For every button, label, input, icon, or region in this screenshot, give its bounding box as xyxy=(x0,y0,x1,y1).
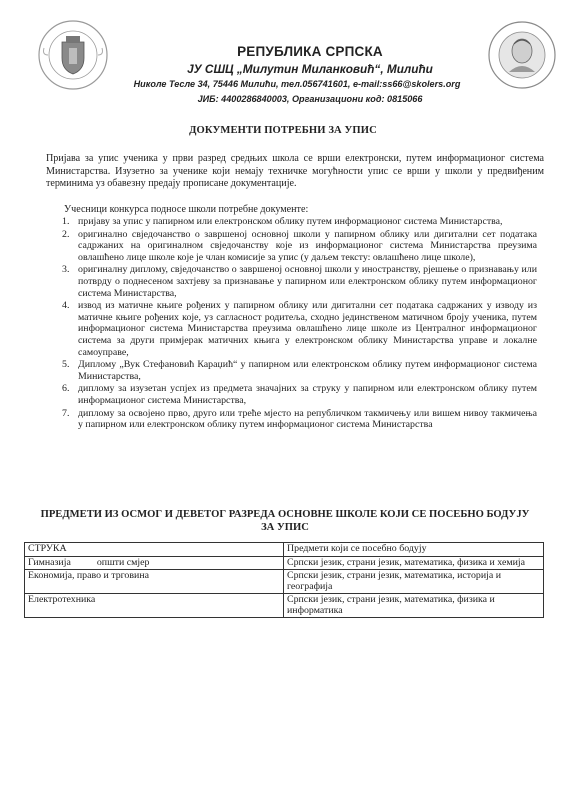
list-item: 4. извод из матичне књиге рођених у папирном облику или дигитални сет података садржаних у изводу из матичне књиге рођених које, уз сагласност родитеља, сходно јединственом матичном броју ученика, путем информационог система Министарства преузима овлашћено лице школе из Централног информационог система за други примјерак матичних књига у електронском облику Министарства управе и локалне самоуправе, xyxy=(62,300,537,358)
documents-lead: Учесници конкурса подносе школи потребне документе: xyxy=(64,204,309,215)
table-header-row xyxy=(25,543,544,557)
list-item: 7. диплому за освојено прво, друго или треће мјесто на републичком такмичењу или вишем нивоу такмичења у папирном или електронском облику путем информационог система Министарства xyxy=(62,407,537,431)
list-item: 1. пријаву за упис у папирном или електронском облику путем информационог система Министарства, xyxy=(62,216,503,227)
documents-list xyxy=(62,216,537,432)
table-row xyxy=(25,569,544,593)
subjects-heading: ПРЕДМЕТИ ИЗ ОСМОГ И ДЕВЕТОГ РАЗРЕДА ОСНОВНЕ ШКОЛЕ КОЈИ СЕ ПОСЕБНО БОДУЈУ ЗА УПИС xyxy=(40,509,530,533)
documents-heading: ДОКУМЕНТИ ПОТРЕБНИ ЗА УПИС xyxy=(189,125,377,136)
profile-cell: Гимназија општи смјер xyxy=(25,557,284,570)
school-ids: ЈИБ: 4400286840003, Организациони код: 0815066 xyxy=(197,94,423,104)
subjects-table xyxy=(24,542,544,618)
list-item: 6. диплому за изузетан успјех из предмета значајних за струку у папирном или електронском облику путем информационог система Министарства, xyxy=(62,383,537,406)
column-header-profile: СТРУКА xyxy=(25,543,284,557)
list-item: 3. оригиналну диплому, свједочанство о завршеној основној школи у иностранству, рјешење о признавању или потврду о поднесеном захтјеву за признавање у папирном или електронском облику путем информационог система Министарства, xyxy=(62,264,537,299)
school-portrait-seal-icon xyxy=(487,20,557,90)
subjects-cell: Српски језик, страни језик, математика, физика и хемија xyxy=(284,557,544,570)
profile-cell: Електротехника xyxy=(25,593,284,617)
table-row xyxy=(25,593,544,617)
list-item: 2. оригинално свједочанство о завршеној основној школи у папирном облику или дигитални сет података садржаних на оригиналном свједочанству које из информационог система Министарства преузима овлашћено лице школе које је члан комисије за упис (у даљем тексту: овлашћено лице школе), xyxy=(62,228,537,263)
republika-srpska-emblem-icon xyxy=(36,18,110,92)
school-name: ЈУ СШЦ „Милутин Миланковић“, Милићи xyxy=(187,62,433,76)
table-row xyxy=(25,557,544,570)
school-address: Николе Тесле 34, 75446 Милићи, тел.056741601, e-mail:ss66@skolers.org xyxy=(133,79,461,89)
subjects-cell: Српски језик, страни језик, математика, физика и информатика xyxy=(284,593,544,617)
intro-paragraph: Пријава за упис ученика у први разред средњих школа се врши електронски, путем информационог система Министарства. Изузетно за ученике који немају техничке могућности упис се врши у школи у предвиђеним терминима уз обавезну предају прописане документације. xyxy=(46,153,544,190)
column-header-subjects: Предмети који се посебно бодују xyxy=(284,543,544,557)
profile-cell: Економија, право и трговина xyxy=(25,569,284,593)
list-item: 5. Диплому „Вук Стефановић Караџић“ у папирном или електронском облику путем информационог система Министарства, xyxy=(62,359,537,382)
subjects-cell: Српски језик, страни језик, математика, историја и географија xyxy=(284,569,544,593)
header-title: РЕПУБЛИКА СРПСКА xyxy=(237,44,383,59)
